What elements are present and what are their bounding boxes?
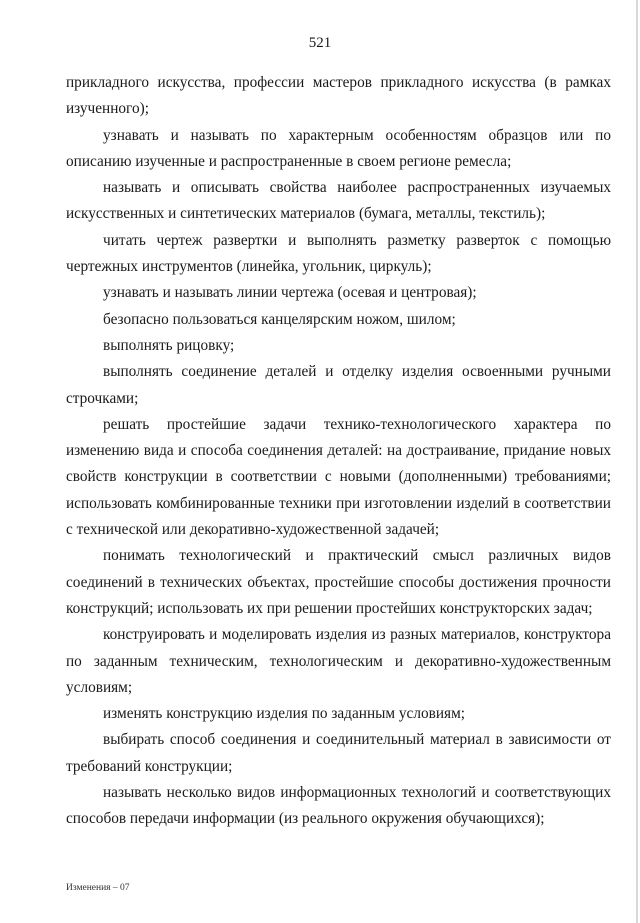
paragraph-4: читать чертеж развертки и выполнять разметку разверток с помощью чертежных инструментов (линейка, угольник, циркуль);	[66, 231, 611, 276]
paragraph-7: выполнять рицовку;	[103, 336, 235, 354]
paragraph-6: безопасно пользоваться канцелярским ножом, шилом;	[103, 310, 456, 328]
paragraph-9: решать простейшие задачи технико-технологического характера по изменению вида и способа соединения деталей: на достраивание, придание новых свойств конструкции в соответствии с новыми (дополненными) требованиями; использовать комбинированные техники при изготовлении изделий в соответствии с технической или декоративно-художественной задачей;	[66, 415, 611, 539]
paragraph-11: конструировать и моделировать изделия из разных материалов, конструктора по заданным техническим, технологическим и декоративно-художественным условиям;	[66, 626, 611, 696]
paragraph-14: называть несколько видов информационных технологий и соответствующих способов передачи информации (из реального окружения обучающихся);	[66, 784, 611, 828]
paragraph-2: узнавать и называть по характерным особенностям образцов или по описанию изученные и распространенные в своем регионе ремесла;	[66, 126, 611, 170]
paragraph-12: изменять конструкцию изделия по заданным условиям;	[103, 705, 466, 723]
paragraph-10: понимать технологический и практический смысл различных видов соединений в технических объектах, простейшие способы достижения прочности конструкций; использовать их при решении простейших конструкторских задач;	[66, 547, 611, 617]
footer-revision-note: Изменения – 07	[66, 883, 130, 893]
paragraph-8: выполнять соединение деталей и отделку изделия освоенными ручными строчками;	[66, 363, 611, 407]
page-number: 521	[308, 35, 332, 51]
paragraph-3: называть и описывать свойства наиболее распространенных изучаемых искусственных и синтетических материалов (бумага, металлы, текстиль);	[66, 179, 611, 223]
body-text	[66, 70, 611, 833]
page-edge	[636, 0, 638, 923]
paragraph-1: прикладного искусства, профессии мастеров прикладного искусства (в рамках изученного);	[66, 74, 611, 118]
paragraph-13: выбирать способ соединения и соединительный материал в зависимости от требований конструкции;	[66, 731, 611, 775]
paragraph-5: узнавать и называть линии чертежа (осевая и центровая);	[103, 284, 477, 302]
